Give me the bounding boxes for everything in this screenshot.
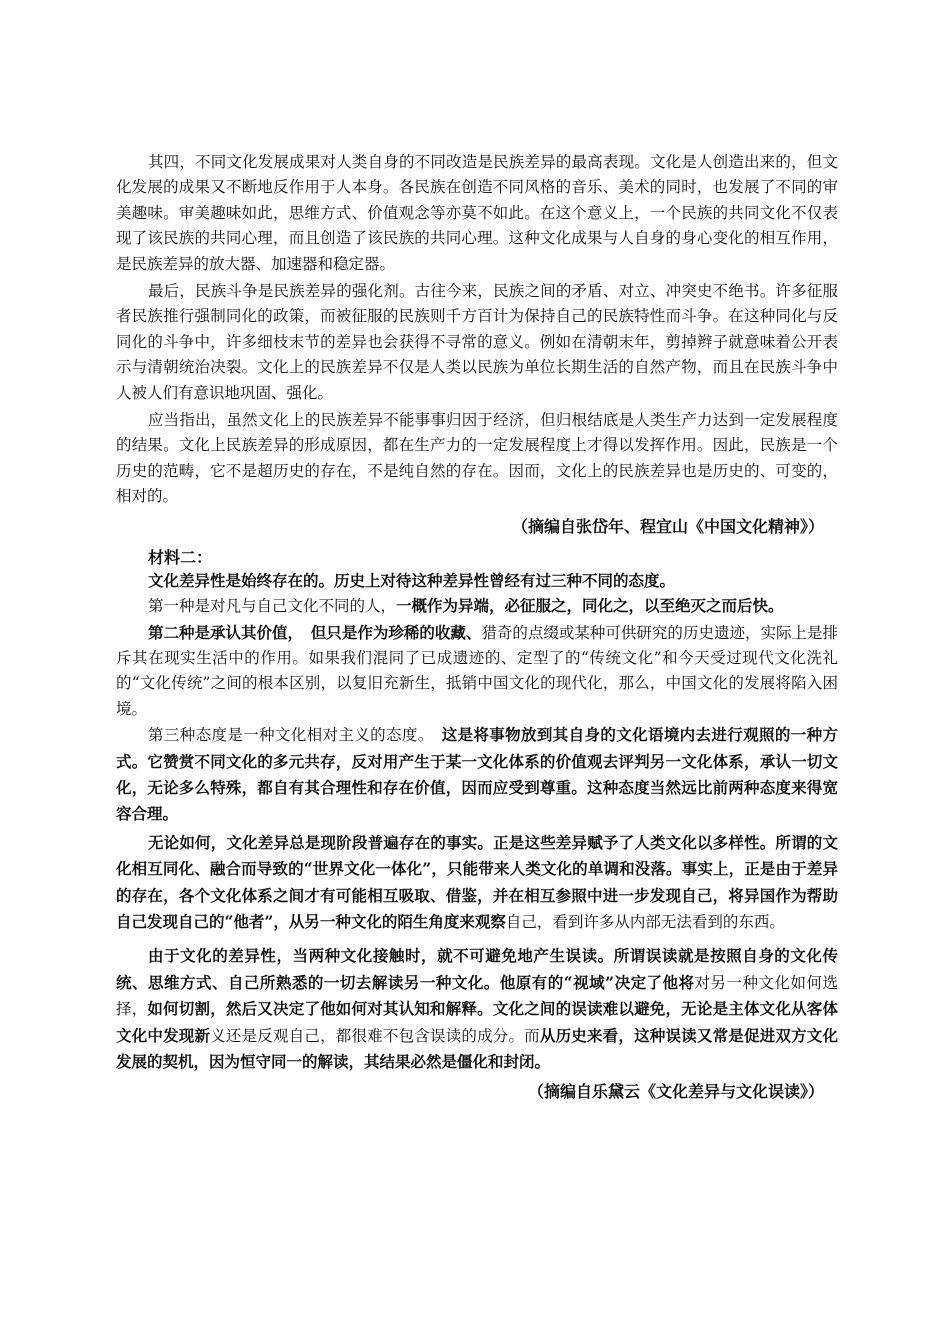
document-body (116, 150, 838, 1104)
misreading-part-2: 对另一种文化如何选择， (116, 973, 838, 1019)
misreading-part-5: 从历史来看，这种误读又常是促进双方文化发展的契机，因为恒守同一的解读，其结果必然是僵化和封闭。 (116, 1025, 838, 1071)
paragraph-three-attitudes: 文化差异性是始终存在的。历史上对待这种差异性曾经有过三种不同的态度。 (148, 570, 676, 590)
source-citation-2: （摘编自乐黛云《文化差异与文化误读》） (527, 1082, 824, 1102)
misreading-part-4: 义还是反观自己，都很难不包含误读的成分。而 (210, 1026, 540, 1045)
first-attitude-emphasis: 一概作为异端，必征服之，同化之，以至绝灭之而后快。 (396, 596, 784, 616)
third-attitude-lead: 第三种态度是一种文化相对主义的态度。 (148, 726, 442, 745)
second-attitude-body: 猎奇的点缀或某种可供研究的历史遗迹，实际上是排斥其在现实生活中的作用。如果我们混同了已成遗迹的、定型了的“传统文化”和今天受过现代文化洗礼的“文化传统”之间的根本区别，以复旧充新生，抵销中国文化的现代化，那么，中国文化的发展将陷入困境。 (116, 623, 838, 718)
paragraph-productivity: 应当指出，虽然文化上的民族差异不能事事归因于经济，但归根结底是人类生产力达到一定发展程度的结果。文化上民族差异的形成原因，都在生产力的一定发展程度上才得以发挥作用。因此，民族是一个历史的范畴，它不是超历史的存在，不是纯自然的存在。因而，文化上的民族差异也是历史的、可变的，相对的。 (116, 411, 838, 506)
paragraph-second-attitude (116, 620, 838, 723)
paragraph-fourth-point: 其四，不同文化发展成果对人类自身的不同改造是民族差异的最高表现。文化是人创造出来的，但文化发展的成果又不断地反作用于人本身。各民族在创造不同风格的音乐、美术的同时，也发展了不同的审美趣味。审美趣味如此，思维方式、价值观念等亦莫不如此。在这个意义上，一个民族的共同文化不仅表现了该民族的共同心理，而且创造了该民族的共同心理。这种文化成果与人自身的身心变化的相互作用，是民族差异的放大器、加速器和稳定器。 (116, 153, 838, 273)
paragraph-diversity (116, 830, 838, 936)
paragraph-third-attitude (116, 722, 838, 828)
diversity-tail: 自己，看到许多从内部无法看到的东西。 (505, 912, 785, 931)
source-citation-1: （摘编自张岱年、程宜山《中国文化精神》） (511, 516, 824, 536)
first-attitude-lead: 第一种是对凡与自己文化不同的人， (148, 597, 397, 616)
misreading-part-1: 由于文化的差异性，当两种文化接触时，就不可避免地产生误读。所谓误读就是按照自身的文化传统、思维方式、自己所熟悉的一切去解读另一种文化。他原有的“视域”决定了他将 (116, 946, 838, 992)
third-attitude-body: 这是将事物放到其自身的文化语境内去进行观照的一种方式。它赞赏不同文化的多元共存，反对用产生于某一文化体系的价值观去评判另一文化体系，承认一切文化，无论多么特殊，都自有其合理性和存在价值，因而应受到尊重。这种态度当然远比前两种态度来得宽容合理。 (116, 725, 838, 824)
misreading-part-3: 如何切割，然后又决定了他如何对其认知和解释。文化之间的误读难以避免，无论是主体文化从客体文化中发现新 (116, 999, 838, 1045)
paragraph-ethnic-struggle: 最后，民族斗争是民族差异的强化剂。古往今来，民族之间的矛盾、对立、冲突史不绝书。许多征服者民族推行强制同化的政策，而被征服的民族则千方百计为保持自己的民族特性而斗争。在这种同化与反同化的斗争中，许多细枝末节的差异也会获得不寻常的意义。例如在清朝末年，剪掉辫子就意味着公开表示与清朝统治决裂。文化上的民族差异不仅是人类以民族为单位长期生活的自然产物，而且在民族斗争中人被人们有意识地巩固、强化。 (116, 282, 838, 402)
second-attitude-lead: 第二种是承认其价值， 但只是作为珍稀的收藏、 (148, 622, 482, 642)
diversity-body: 无论如何，文化差异总是现阶段普遍存在的事实。正是这些差异赋予了人类文化以多样性。所谓的文化相互同化、融合而导致的“世界文化一体化”，只能带来人类文化的单调和没落。事实上，正是由于差异的存在，各个文化体系之间才有可能相互吸取、借鉴，并在相互参照中进一步发现自己，将异国作为帮助自己发现自己的“他者”，从另一种文化的陌生角度来观察 (116, 832, 838, 931)
material-two-heading: 材料二： (148, 547, 213, 567)
paragraph-first-attitude (116, 593, 838, 619)
paragraph-misreading (116, 943, 838, 1075)
